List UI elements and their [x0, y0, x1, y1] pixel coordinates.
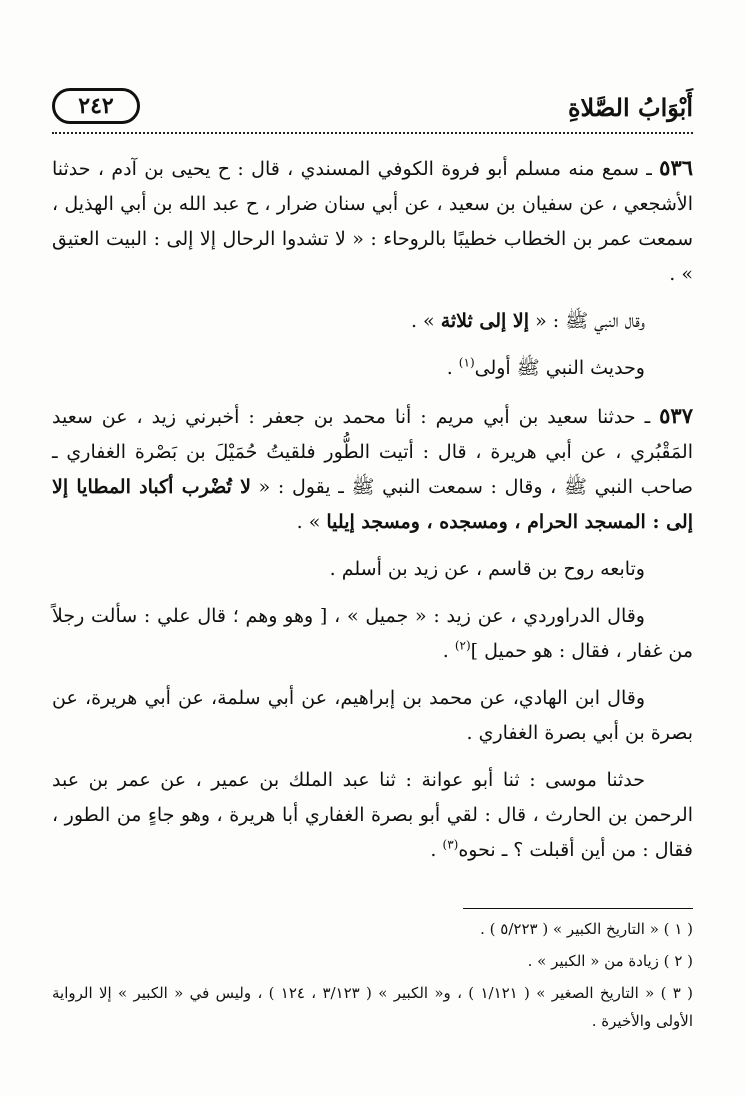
- page-header: [52, 88, 693, 132]
- paragraph-ibn-alhadi: وقال ابن الهادي، عن محمد بن إبراهيم، عن أبي سلمة، عن أبي هريرة، عن بصرة بن أبي بصرة الغفاري .: [52, 687, 693, 744]
- header-divider: [52, 132, 693, 134]
- paragraph-text: .: [446, 357, 459, 379]
- paragraph-tabaah: وتابعه روح بن قاسم ، عن زيد بن أسلم .: [329, 558, 645, 580]
- paragraph-text: .: [442, 640, 455, 662]
- paragraph-text: وحديث النبي ﷺ أولى: [474, 357, 645, 379]
- footnote-ref-1: (١): [458, 355, 475, 370]
- paragraph-text: .: [430, 839, 443, 861]
- hadith-536: [52, 150, 693, 292]
- footnotes: [52, 915, 693, 1039]
- paragraph-musa: [52, 763, 693, 868]
- hadith-text: ـ سمع منه مسلم أبو فروة الكوفي المسندي ، قال : ح يحيى بن آدم ، حدثنا الأشجعي ، عن سفيان بن سعيد ، عن أبي سنان ضرار ، ح عبد الله بن أبي الهذيل ، سمعت عمر بن الخطاب خطيبًا بالروحاء : « لا تشدوا الرحال إلا إلى : البيت العتيق » .: [52, 158, 693, 285]
- book-title: أَبْوَابُ الصَّلاةِ: [567, 93, 693, 122]
- hadith-text: ـ حدثنا سعيد بن أبي مريم : أنا محمد بن جعفر : أخبرني زيد ، عن سعيد المَقْبُري ، عن أبي هريرة ، قال : أتيت الطُّور فلقيتُ حُمَيْلَ بن بَصْرة الغفاري ـ صاحب النبي ﷺ ، وقال : سمعت النبي ﷺ ـ يقول : «: [52, 406, 693, 498]
- main-text: [52, 150, 693, 880]
- bold-text: لا تُضْرب أكباد المطايا إلا إلى : المسجد الحرام ، ومسجده ، ومسجد إيليا: [52, 476, 693, 533]
- footnote-ref-3: (٣): [442, 837, 459, 852]
- paragraph-text: » .: [410, 310, 441, 332]
- hadith-number: ٥٣٦: [659, 155, 694, 180]
- footnote-3: ( ٣ ) « التاريخ الصغير » ( ١/١٢١ ) ، و« الكبير » ( ٣/١٢٣ ، ١٢٤ ) ، وليس في « الكبير » إلا الرواية الأولى والأخيرة .: [52, 984, 693, 1030]
- paragraph-text: وقال النبي ﷺ : «: [529, 310, 645, 332]
- paragraph-text: وقال الدراوردي ، عن زيد : « جميل » ، [ وهو وهم ؛ قال علي : سألت رجلاً من غفار ، فقال : هو حميل ]: [52, 605, 693, 662]
- footnote-2: ( ٢ ) زيادة من « الكبير » .: [527, 952, 693, 970]
- footnote-divider: [463, 908, 693, 909]
- paragraph-darawardi: [52, 599, 693, 669]
- footnote-ref-2: (٢): [454, 638, 471, 653]
- hadith-number: ٥٣٧: [659, 403, 693, 428]
- paragraph-text: حدثنا موسى : ثنا أبو عوانة : ثنا عبد الملك بن عمير ، عن عمر بن عبد الرحمن بن الحارث ، قال : لقي أبو بصرة الغفاري أبا هريرة ، وهو جاءٍ من الطور ، فقال : من أين أقبلت ؟ ـ نحوه: [52, 769, 693, 861]
- hadith-537: [52, 398, 693, 540]
- bold-text: إلا إلى ثلاثة: [440, 310, 530, 332]
- footnote-1: ( ١ ) « التاريخ الكبير » ( ٥/٢٢٣ ) .: [480, 920, 693, 938]
- paragraph-nabi: [52, 304, 693, 339]
- paragraph-hadith-awla: [52, 351, 693, 386]
- page-number: ٢٤٢: [52, 88, 140, 124]
- hadith-text-end: » .: [296, 511, 327, 533]
